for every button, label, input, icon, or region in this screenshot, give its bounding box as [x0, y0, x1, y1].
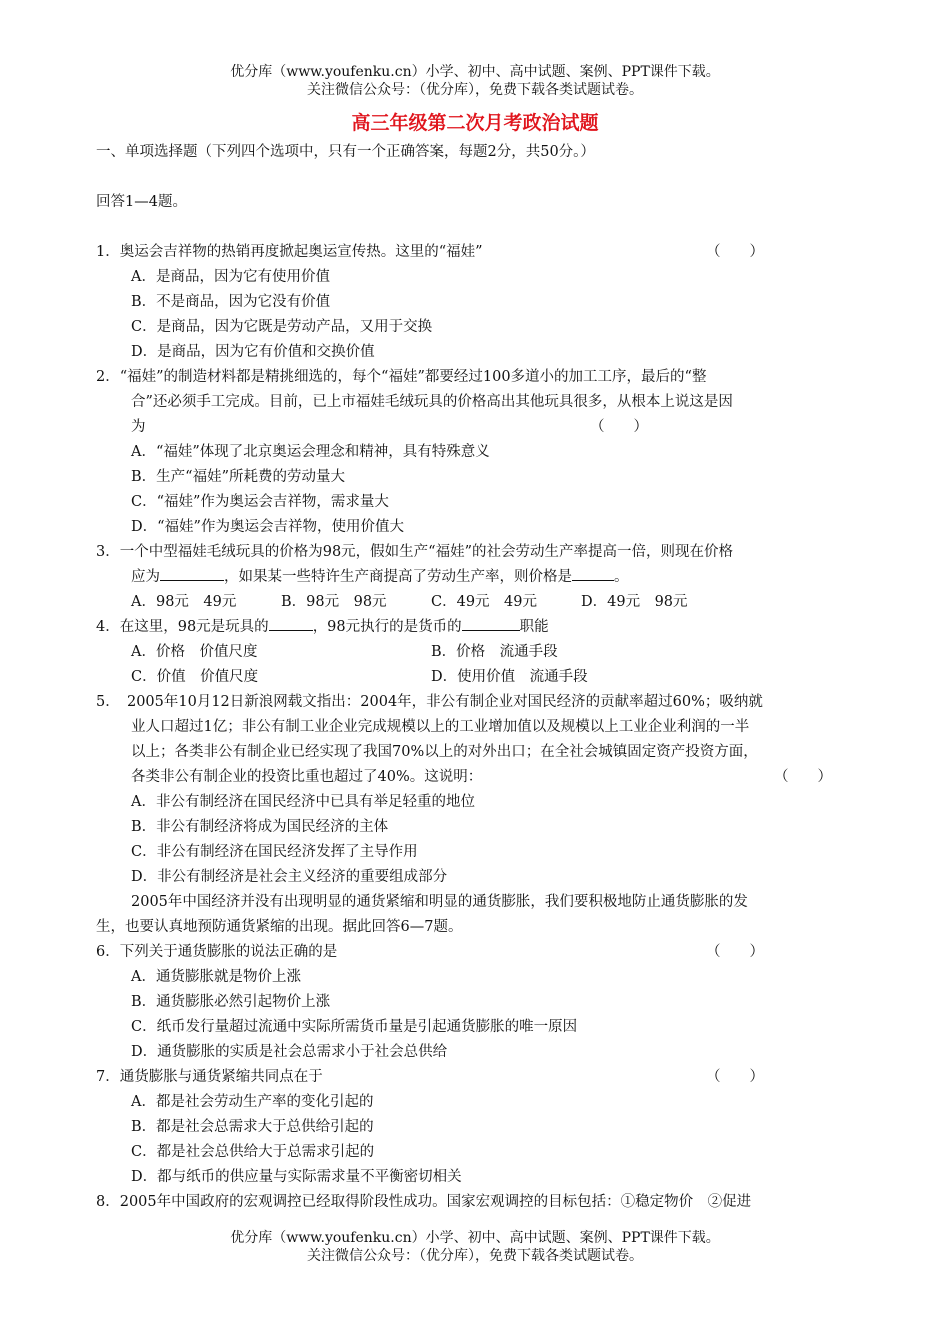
- question-6-option-b: B．通货膨胀必然引起物价上涨: [131, 994, 331, 1010]
- question-2-option-d: D．“福娃”作为奥运会吉祥物，使用价值大: [131, 519, 404, 535]
- header-line-1: 优分库（www.youfenku.cn）小学、初中、高中试题、案例、PPT课件下载。: [230, 64, 720, 80]
- question-7-option-c: C．都是社会总供给大于总需求引起的: [131, 1144, 375, 1160]
- page-title: 高三年级第二次月考政治试题: [351, 112, 599, 134]
- question-4-option-a: A．价格 价值尺度: [131, 644, 258, 660]
- question-5-stem-line-3: 以上；各类非公有制企业已经实现了我国70%以上的对外出口；在全社会城镇固定资产投资方面，: [131, 744, 758, 760]
- question-4-text-c: 职能: [519, 619, 549, 635]
- question-1-option-b: B．不是商品，因为它没有价值: [131, 294, 331, 310]
- question-7-option-b: B．都是社会总需求大于总供给引起的: [131, 1119, 374, 1135]
- question-2-stem-line-3: 为: [131, 419, 146, 435]
- question-7-option-d: D．都与纸币的供应量与实际需求量不平衡密切相关: [131, 1169, 462, 1185]
- answer-paren: （ ）: [706, 1069, 764, 1085]
- question-5-stem-line-1: 5． 2005年10月12日新浪网载文指出：2004年，非公有制企业对国民经济的贡献率超过60%；吸纳就: [96, 694, 763, 710]
- question-3-stem-line-2: [131, 565, 629, 586]
- question-2-option-a: A．“福娃”体现了北京奥运会理念和精神，具有特殊意义: [131, 444, 490, 460]
- question-7-option-a: A．都是社会劳动生产率的变化引起的: [131, 1094, 374, 1110]
- fill-blank: [572, 566, 614, 581]
- answer-paren: （ ）: [706, 944, 764, 960]
- question-3-text-a: 应为: [131, 569, 160, 585]
- question-3-option-d: D．49元 98元: [581, 594, 688, 610]
- question-6-option-a: A．通货膨胀就是物价上涨: [131, 969, 301, 985]
- section-heading: 一、单项选择题（下列四个选项中，只有一个正确答案，每题2分，共50分。）: [96, 144, 595, 160]
- question-3-option-c: C．49元 49元: [431, 594, 537, 610]
- question-1-option-a: A．是商品，因为它有使用价值: [131, 269, 330, 285]
- question-4-option-c: C．价值 价值尺度: [131, 669, 259, 685]
- question-3-text-c: 。: [614, 569, 629, 585]
- question-2-stem-line-2: 合”还必须手工完成。目前，已上市福娃毛绒玩具的价格高出其他玩具很多，从根本上说这是因: [131, 394, 733, 410]
- question-1-option-c: C．是商品，因为它既是劳动产品，又用于交换: [131, 319, 433, 335]
- footer-line-1: 优分库（www.youfenku.cn）小学、初中、高中试题、案例、PPT课件下载。: [230, 1230, 720, 1246]
- question-2-option-c: C．“福娃”作为奥运会吉祥物，需求量大: [131, 494, 389, 510]
- question-3-option-b: B．98元 98元: [281, 594, 387, 610]
- question-6-option-d: D．通货膨胀的实质是社会总需求小于社会总供给: [131, 1044, 448, 1060]
- question-4-text-b: ，98元执行的是货币的: [312, 619, 462, 635]
- header-line-2: 关注微信公众号：（优分库），免费下载各类试题试卷。: [307, 82, 643, 98]
- question-3-option-a: A．98元 49元: [131, 594, 237, 610]
- question-5-option-a: A．非公有制经济在国民经济中已具有举足轻重的地位: [131, 794, 475, 810]
- question-7-stem: 7．通货膨胀与通货紧缩共同点在于: [96, 1069, 323, 1085]
- question-6-option-c: C．纸币发行量超过流通中实际所需货币量是引起通货膨胀的唯一原因: [131, 1019, 578, 1035]
- question-2-stem-line-1: 2．“福娃”的制造材料都是精挑细选的，每个“福娃”都要经过100多道小的加工工序，最后的“整: [96, 369, 707, 385]
- footer-line-2: 关注微信公众号：（优分库），免费下载各类试题试卷。: [307, 1248, 643, 1264]
- fill-blank: [269, 616, 313, 631]
- question-5-option-d: D．非公有制经济是社会主义经济的重要组成部分: [131, 869, 448, 885]
- answer-paren: （ ）: [706, 244, 764, 260]
- fill-blank: [462, 616, 520, 631]
- question-4-stem: [96, 615, 549, 636]
- question-6-stem: 6．下列关于通货膨胀的说法正确的是: [96, 944, 338, 960]
- passage-line-1: 2005年中国经济并没有出现明显的通货紧缩和明显的通货膨胀，我们要积极地防止通货膨胀的发: [131, 894, 748, 910]
- question-5-option-b: B．非公有制经济将成为国民经济的主体: [131, 819, 389, 835]
- question-4-text-a: 4．在这里，98元是玩具的: [96, 619, 269, 635]
- question-5-stem-line-2: 业人口超过1亿；非公有制工业企业完成规模以上的工业增加值以及规模以上工业企业利润的一半: [131, 719, 750, 735]
- question-4-option-d: D．使用价值 流通手段: [431, 669, 588, 685]
- answer-paren: （ ）: [590, 419, 648, 435]
- question-8-stem: 8．2005年中国政府的宏观调控已经取得阶段性成功。国家宏观调控的目标包括：①稳定物价 ②促进: [96, 1194, 752, 1210]
- answer-paren: （ ）: [774, 769, 832, 785]
- intro-text: 回答1—4题。: [96, 194, 187, 210]
- question-1-option-d: D．是商品，因为它有价值和交换价值: [131, 344, 375, 360]
- question-3-stem-line-1: 3．一个中型福娃毛绒玩具的价格为98元，假如生产“福娃”的社会劳动生产率提高一倍，则现在价格: [96, 544, 733, 560]
- question-3-text-b: ，如果某一些特许生产商提高了劳动生产率，则价格是: [224, 569, 572, 585]
- fill-blank: [160, 566, 224, 581]
- question-4-option-b: B．价格 流通手段: [431, 644, 558, 660]
- question-5-stem-line-4: 各类非公有制企业的投资比重也超过了40%。这说明：: [131, 769, 483, 785]
- question-5-option-c: C．非公有制经济在国民经济发挥了主导作用: [131, 844, 418, 860]
- question-2-option-b: B．生产“福娃”所耗费的劳动量大: [131, 469, 345, 485]
- question-1-stem: 1．奥运会吉祥物的热销再度掀起奥运宣传热。这里的“福娃”: [96, 244, 483, 260]
- passage-line-2: 生，也要认真地预防通货紧缩的出现。据此回答6—7题。: [96, 919, 463, 935]
